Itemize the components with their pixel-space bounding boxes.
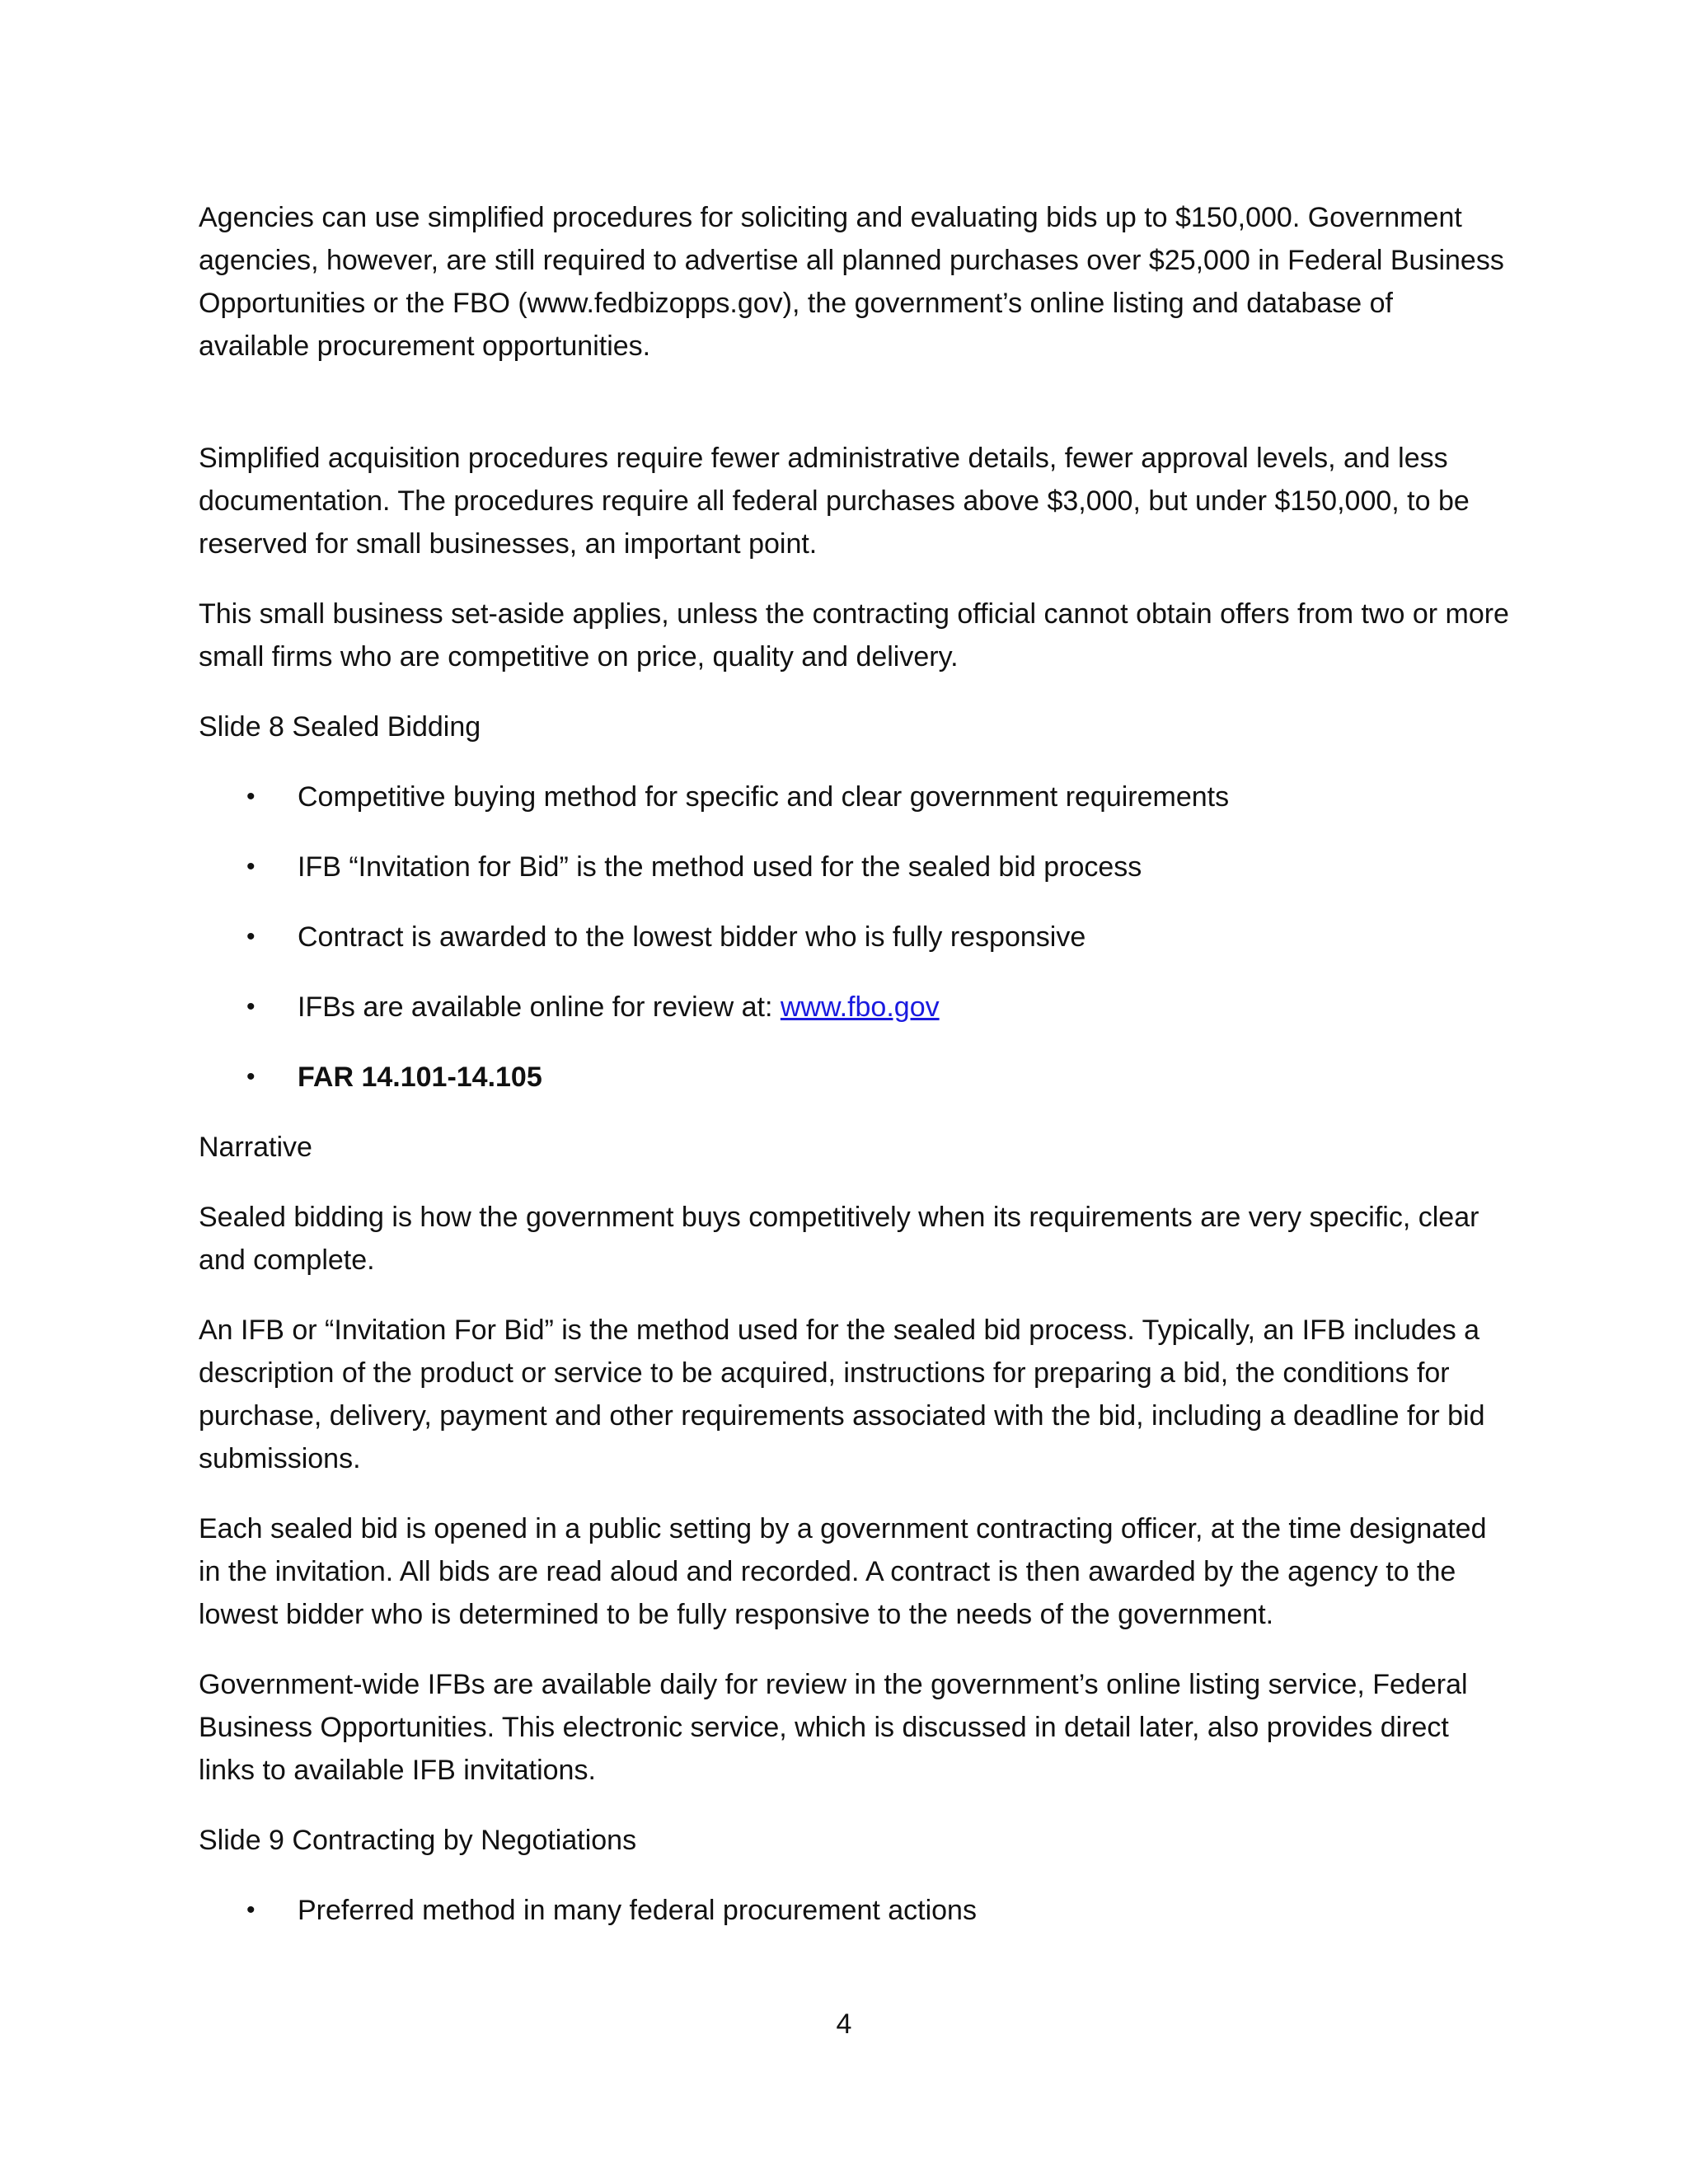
bullet-text: Contract is awarded to the lowest bidder who is fully responsive — [298, 921, 1086, 953]
bullet-icon: • — [246, 1896, 256, 1924]
bullet-icon: • — [246, 853, 256, 880]
bullet-icon: • — [246, 783, 256, 810]
bullet-text: Preferred method in many federal procurement actions — [298, 1895, 977, 1926]
page-number: 4 — [836, 2008, 852, 2040]
narrative-heading: Narrative — [199, 1132, 312, 1163]
fbo-link[interactable]: www.fbo.gov — [780, 991, 940, 1023]
paragraph-small-business-set-aside: This small business set-aside applies, unless the contracting official cannot obtain offers from two or more small firms who are competitive on price, quality and delivery. — [199, 598, 1509, 673]
paragraph-simplified-acquisition: Simplified acquisition procedures require fewer administrative details, fewer approval levels, and less documentation. The procedures require all federal purchases above $3,000, but under $150,000, to be reserved for small businesses, an important point. — [199, 443, 1470, 560]
slide-8-heading: Slide 8 Sealed Bidding — [199, 711, 481, 743]
list-item — [199, 916, 1509, 958]
list-item — [199, 1889, 1509, 1932]
bullet-text: Competitive buying method for specific and clear government requirements — [298, 781, 1230, 813]
bullet-icon: • — [246, 993, 256, 1020]
bullet-text: IFB “Invitation for Bid” is the method used for the sealed bid process — [298, 851, 1142, 883]
list-item — [199, 776, 1509, 818]
list-item — [199, 986, 1509, 1029]
slide-9-bullet-list — [199, 1889, 1509, 1932]
slide-8-bullet-list — [199, 776, 1509, 1099]
slide-9-heading: Slide 9 Contracting by Negotiations — [199, 1825, 637, 1856]
bullet-text: IFBs are available online for review at: — [298, 991, 781, 1023]
paragraph-sealed-bidding: Sealed bidding is how the government buys competitively when its requirements are very specific, clear and complete. — [199, 1202, 1479, 1276]
paragraph-government-wide-ifbs: Government-wide IFBs are available daily for review in the government’s online listing service, Federal Business Opportunities. This electronic service, which is discussed in detail later, also provides direct links to available IFB invitations. — [199, 1669, 1468, 1786]
document-body — [199, 196, 1509, 1932]
paragraph-bid-opening: Each sealed bid is opened in a public setting by a government contracting officer, at the time designated in the invitation. All bids are read aloud and recorded. A contract is then awarded by the agency to the lowest bidder who is determined to be fully responsive to the needs of the government. — [199, 1513, 1487, 1630]
far-reference: FAR 14.101-14.105 — [298, 1062, 542, 1093]
paragraph-ifb-definition: An IFB or “Invitation For Bid” is the method used for the sealed bid process. Typically, an IFB includes a description of the product or service to be acquired, instructions for preparing a bid, the conditions for purchase, delivery, payment and other requirements associated with the bid, including a deadline for bid submissions. — [199, 1315, 1485, 1474]
bullet-icon: • — [246, 923, 256, 950]
bullet-icon: • — [246, 1063, 256, 1090]
list-item — [199, 1056, 1509, 1099]
paragraph-simplified-procedures: Agencies can use simplified procedures for soliciting and evaluating bids up to $150,000. Government agencies, however, are still required to advertise all planned purchases over $25,000 in Federal Business Opportunities or the FBO (www.fedbizopps.gov), the government’s online listing and database of available procurement opportunities. — [199, 202, 1504, 362]
list-item — [199, 846, 1509, 888]
